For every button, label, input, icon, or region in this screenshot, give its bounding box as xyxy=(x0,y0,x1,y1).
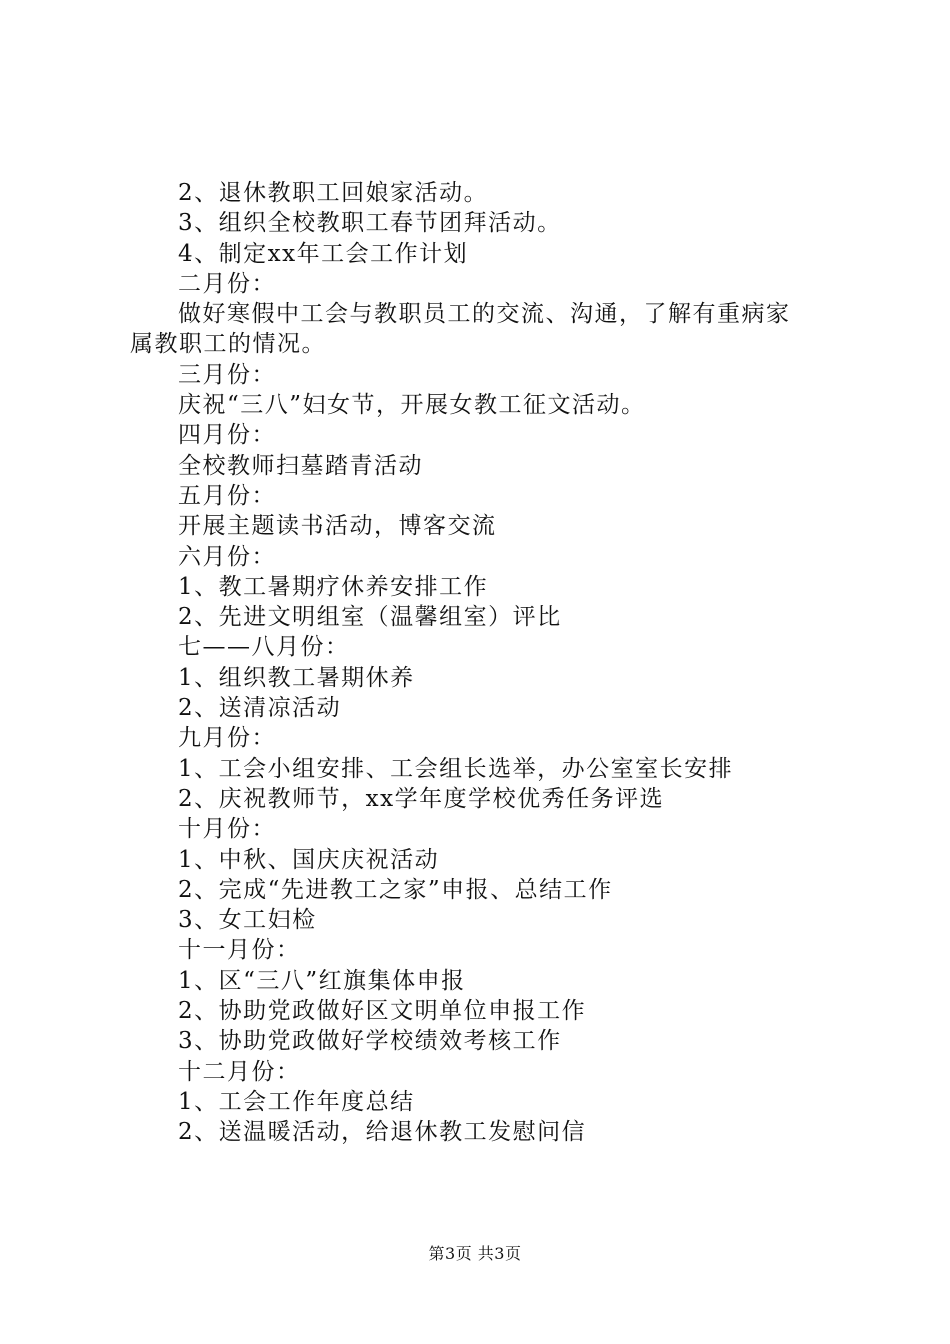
text-line: 3、女工妇检 xyxy=(178,907,317,934)
text-line: 2、庆祝教师节，xx学年度学校优秀任务评选 xyxy=(178,785,665,812)
text-line: 做好寒假中工会与教职员工的交流、沟通，了解有重病家 xyxy=(178,301,791,328)
section-heading: 十一月份： xyxy=(178,937,301,964)
section-heading: 五月份： xyxy=(178,482,276,509)
text-line: 1、教工暑期疗休养安排工作 xyxy=(178,573,489,600)
text-line: 1、区“三八”红旗集体申报 xyxy=(178,967,466,994)
section-heading: 十二月份： xyxy=(178,1058,301,1085)
section-heading: 二月份： xyxy=(178,270,276,297)
text-line: 1、组织教工暑期休养 xyxy=(178,664,415,691)
section-heading: 六月份： xyxy=(178,543,276,570)
text-line-continuation: 属教职工的情况。 xyxy=(130,331,326,358)
section-heading: 七——八月份： xyxy=(178,634,350,661)
text-line: 2、送清凉活动 xyxy=(178,695,342,722)
section-heading: 九月份： xyxy=(178,725,276,752)
text-line: 2、先进文明组室（温馨组室）评比 xyxy=(178,604,562,631)
text-line: 庆祝“三八”妇女节，开展女教工征文活动。 xyxy=(178,392,646,419)
text-line: 3、组织全校教职工春节团拜活动。 xyxy=(178,210,562,237)
document-body xyxy=(0,178,950,1148)
text-line: 2、完成“先进教工之家”申报、总结工作 xyxy=(178,876,613,903)
text-line: 全校教师扫墓踏青活动 xyxy=(178,452,423,479)
text-line: 2、协助党政做好区文明单位申报工作 xyxy=(178,998,587,1025)
text-line: 2、送温暖活动，给退休教工发慰问信 xyxy=(178,1119,587,1146)
section-heading: 十月份： xyxy=(178,816,276,843)
text-line: 4、制定xx年工会工作计划 xyxy=(178,240,469,267)
text-line: 2、退休教职工回娘家活动。 xyxy=(178,180,489,206)
section-heading: 三月份： xyxy=(178,361,276,388)
text-line: 开展主题读书活动，博客交流 xyxy=(178,513,497,540)
page-footer: 第3页 共3页 xyxy=(428,1244,522,1263)
text-line: 3、协助党政做好学校绩效考核工作 xyxy=(178,1028,562,1055)
text-line: 1、中秋、国庆庆祝活动 xyxy=(178,846,440,873)
section-heading: 四月份： xyxy=(178,422,276,449)
text-line: 1、工会工作年度总结 xyxy=(178,1088,415,1115)
text-line: 1、工会小组安排、工会组长选举，办公室室长安排 xyxy=(178,755,734,782)
